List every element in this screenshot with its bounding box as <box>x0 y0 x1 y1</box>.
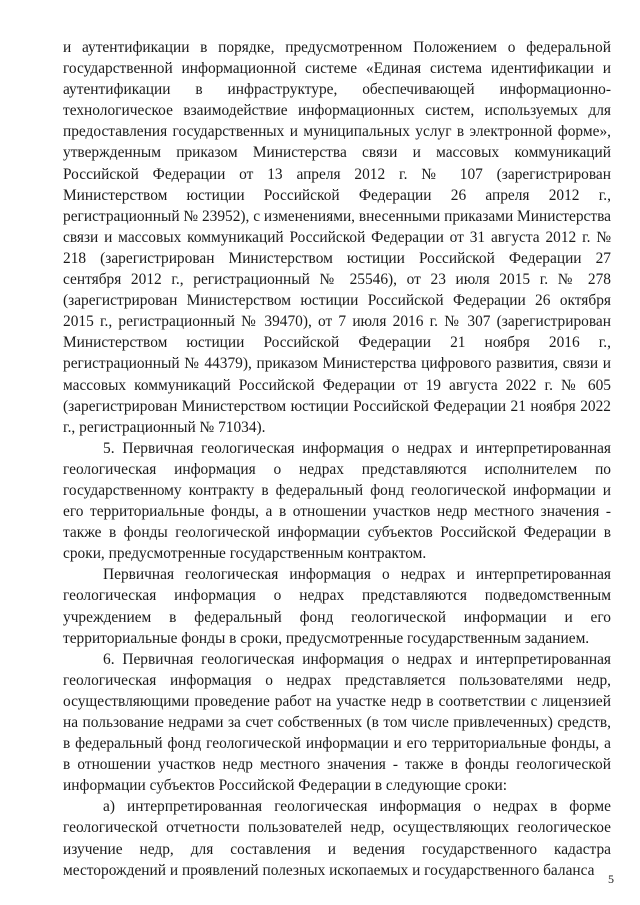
paragraph-item-6: 6. Первичная геологическая информация о недрах и интерпретированная геологическая информация о недрах представляется пользователями недр, осуществляющими проведение работ на участке недр в соответствии с лицензией на пользование недрами за счет собственных (в том числе привлеченных) средств, в федеральный фонд геологической информации и его территориальные фонды, а в отношении участков недр местного значения - также в фонды геологической информации субъектов Российской Федерации в следующие сроки: <box>63 650 611 795</box>
paragraph-item-5: 5. Первичная геологическая информация о недрах и интерпретированная геологическая информация о недрах представляются исполнителем по государственному контракту в федеральный фонд геологической информации и его территориальные фонды, а в отношении участков недр местного значения - также в фонды геологической информации субъектов Российской Федерации в сроки, предусмотренные государственным контрактом. <box>63 439 611 563</box>
paragraph-subordinate-institution: Первичная геологическая информация о недрах и интерпретированная геологическая информация о недрах представляются подведомственным учреждением в федеральный фонд геологической информации и его территориальные фонды в сроки, предусмотренные государственным заданием. <box>63 566 611 647</box>
document-body <box>63 37 611 881</box>
paragraph-continuation: и аутентификации в порядке, предусмотренном Положением о федеральной государственной информационной системе «Единая система идентификации и аутентификации в инфраструктуре, обеспечивающей информационно-технологическое взаимодействие информационных систем, используемых для предоставления государственных и муниципальных услуг в электронной форме», утвержденным приказом Министерства связи и массовых коммуникаций Российской Федерации от 13 апреля 2012 г. № 107 (зарегистрирован Министерством юстиции Российской Федерации 26 апреля 2012 г., регистрационный № 23952), с изменениями, внесенными приказами Министерства связи и массовых коммуникаций Российской Федерации от 31 августа 2012 г. № 218 (зарегистрирован Министерством юстиции Российской Федерации 27 сентября 2012 г., регистрационный № 25546), от 23 июля 2015 г. № 278 (зарегистрирован Министерством юстиции Российской Федерации 26 октября 2015 г., регистрационный № 39470), от 7 июля 2016 г. № 307 (зарегистрирован Министерством юстиции Российской Федерации 21 ноября 2016 г., регистрационный № 44379), приказом Министерства цифрового развития, связи и массовых коммуникаций Российской Федерации от 19 августа 2022 г. № 605 (зарегистрирован Министерством юстиции Российской Федерации 21 ноября 2022 г., регистрационный № 71034). <box>63 39 611 436</box>
page-number: 5 <box>608 872 614 886</box>
paragraph-subitem-a: а) интерпретированная геологическая информация о недрах в форме геологической отчетности пользователей недр, осуществляющих геологическое изучение недр, для составления и ведения государственного кадастра месторождений и проявлений полезных ископаемых и государственного баланса <box>63 798 611 879</box>
